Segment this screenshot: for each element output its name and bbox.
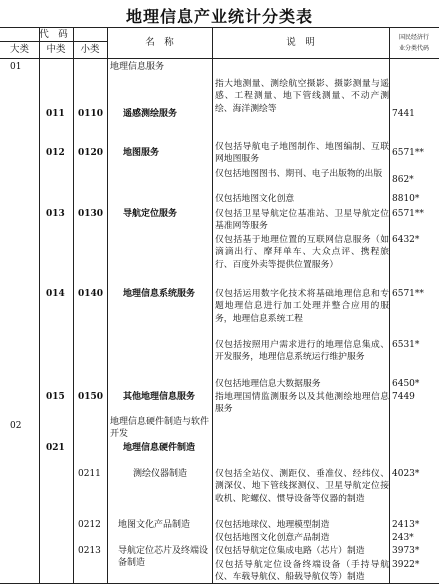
cell-ec-code: 6432* xyxy=(392,235,420,245)
cell-name: 地理信息系统服务 xyxy=(123,289,196,299)
cell-xiao: 0211 xyxy=(78,469,101,479)
cell-da: 02 xyxy=(10,421,22,431)
header-da: 大类 xyxy=(9,44,29,55)
cell-desc: 仅包括运用数字化技术将基础地理信息和专题地理信息进行加工处理并整合应用的服务，地理信息系统工程 xyxy=(215,289,389,324)
cell-desc: 仅包括地图文化创意 xyxy=(215,194,295,204)
cell-ec-code: 7441 xyxy=(392,109,415,119)
cell-name: 导航定位芯片及终端设备制造 xyxy=(118,546,209,569)
cell-xiao: 0150 xyxy=(78,392,104,402)
cell-name: 地理信息硬件制造与软件开发 xyxy=(110,417,210,440)
cell-name: 测绘仪器制造 xyxy=(133,469,188,479)
cell-ec-code: 6571** xyxy=(392,209,424,219)
cell-zhong: 011 xyxy=(46,109,65,119)
cell-ec-code: 862* xyxy=(392,175,414,185)
cell-name: 地图文化产品制造 xyxy=(118,520,191,530)
cell-name: 地理信息硬件制造 xyxy=(123,443,196,453)
cell-ec-code: 6571** xyxy=(392,289,424,299)
header-code: 代 码 xyxy=(39,29,68,40)
cell-name: 地图服务 xyxy=(123,148,160,158)
cell-name: 地理信息服务 xyxy=(110,62,165,72)
cell-da: 01 xyxy=(10,62,22,72)
cell-desc: 仅包括基于地理位置的互联网信息服务（如滴滴出行、摩拜单车、大众点评、携程旅行、百度外卖等提供位置服务） xyxy=(215,235,389,270)
page-title: 地理信息产业统计分类表 xyxy=(125,7,313,26)
cell-desc: 仅包括地球仪、地理模型制造 xyxy=(215,520,330,530)
header-divider xyxy=(0,41,107,42)
col-divider xyxy=(39,28,40,584)
cell-ec-code: 6531* xyxy=(392,340,420,350)
cell-xiao: 0110 xyxy=(78,109,104,119)
cell-desc: 仅包括地图图书、期刊、电子出版物的出版 xyxy=(215,169,383,179)
cell-name: 导航定位服务 xyxy=(123,209,178,219)
col-divider xyxy=(389,28,390,584)
cell-desc: 仅包括地图文化创意产品制造 xyxy=(215,533,330,543)
cell-zhong: 012 xyxy=(46,148,65,158)
cell-name: 其他地理信息服务 xyxy=(123,392,196,402)
header-xiao: 小类 xyxy=(80,44,100,55)
cell-xiao: 0130 xyxy=(78,209,104,219)
cell-ec-code: 6450* xyxy=(392,379,420,389)
cell-desc: 仅包括地理信息大数据服务 xyxy=(215,379,321,389)
cell-desc: 指地理国情监测服务以及其他测绘地理信息服务 xyxy=(215,392,389,415)
classification-table xyxy=(0,27,439,584)
cell-desc: 仅包括卫星导航定位基准站、卫星导航定位基准网等服务 xyxy=(215,209,389,232)
cell-desc: 仅包括导航定位设备终端设备（手持导航仪、车载导航仪、船载导航仪等）制造 xyxy=(215,560,389,583)
cell-zhong: 021 xyxy=(46,443,65,453)
cell-ec-code: 6571** xyxy=(392,148,424,158)
cell-ec-code: 7449 xyxy=(392,392,415,402)
cell-xiao: 0120 xyxy=(78,148,104,158)
cell-ec-code: 3973* xyxy=(392,546,420,556)
cell-ec-code: 3922* xyxy=(392,560,420,570)
col-divider xyxy=(73,28,74,584)
cell-desc: 仅包括按照用户需求进行的地理信息集成、开发服务，地理信息系统运行维护服务 xyxy=(215,340,389,363)
cell-zhong: 015 xyxy=(46,392,65,402)
cell-xiao: 0213 xyxy=(78,546,101,556)
cell-ec-code: 8810* xyxy=(392,194,420,204)
cell-ec-code: 2413* xyxy=(392,520,420,530)
cell-zhong: 014 xyxy=(46,289,65,299)
header-ec-2: 业分类代码 xyxy=(398,45,429,52)
cell-desc: 仅包括全站仪、测距仪、垂准仪、经纬仪、测深仪、地下管线探测仪、卫星导航定位接收机、陀螺仪、惯导设备等仪器的制造 xyxy=(215,469,389,504)
cell-desc: 指大地测量、测绘航空摄影、摄影测量与遥感、工程测量、地下管线测量、不动产测绘、海洋测绘等 xyxy=(215,79,389,114)
col-divider xyxy=(212,28,213,584)
header-zhong: 中类 xyxy=(46,44,66,55)
header-desc: 说 明 xyxy=(286,37,315,48)
cell-desc: 仅包括导航定位集成电路（芯片）制造 xyxy=(215,546,365,556)
header-bottom-line xyxy=(0,58,439,59)
col-divider xyxy=(107,28,108,584)
cell-name: 遥感测绘服务 xyxy=(123,109,178,119)
cell-ec-code: 4023* xyxy=(392,469,420,479)
cell-ec-code: 243* xyxy=(392,533,414,543)
cell-xiao: 0140 xyxy=(78,289,104,299)
cell-desc: 仅包括导航电子地图制作、地图编制、互联网地图服务 xyxy=(215,142,389,165)
header-name: 名 称 xyxy=(145,37,174,48)
header-ec-1: 国民经济行 xyxy=(398,34,429,41)
cell-zhong: 013 xyxy=(46,209,65,219)
cell-xiao: 0212 xyxy=(78,520,101,530)
